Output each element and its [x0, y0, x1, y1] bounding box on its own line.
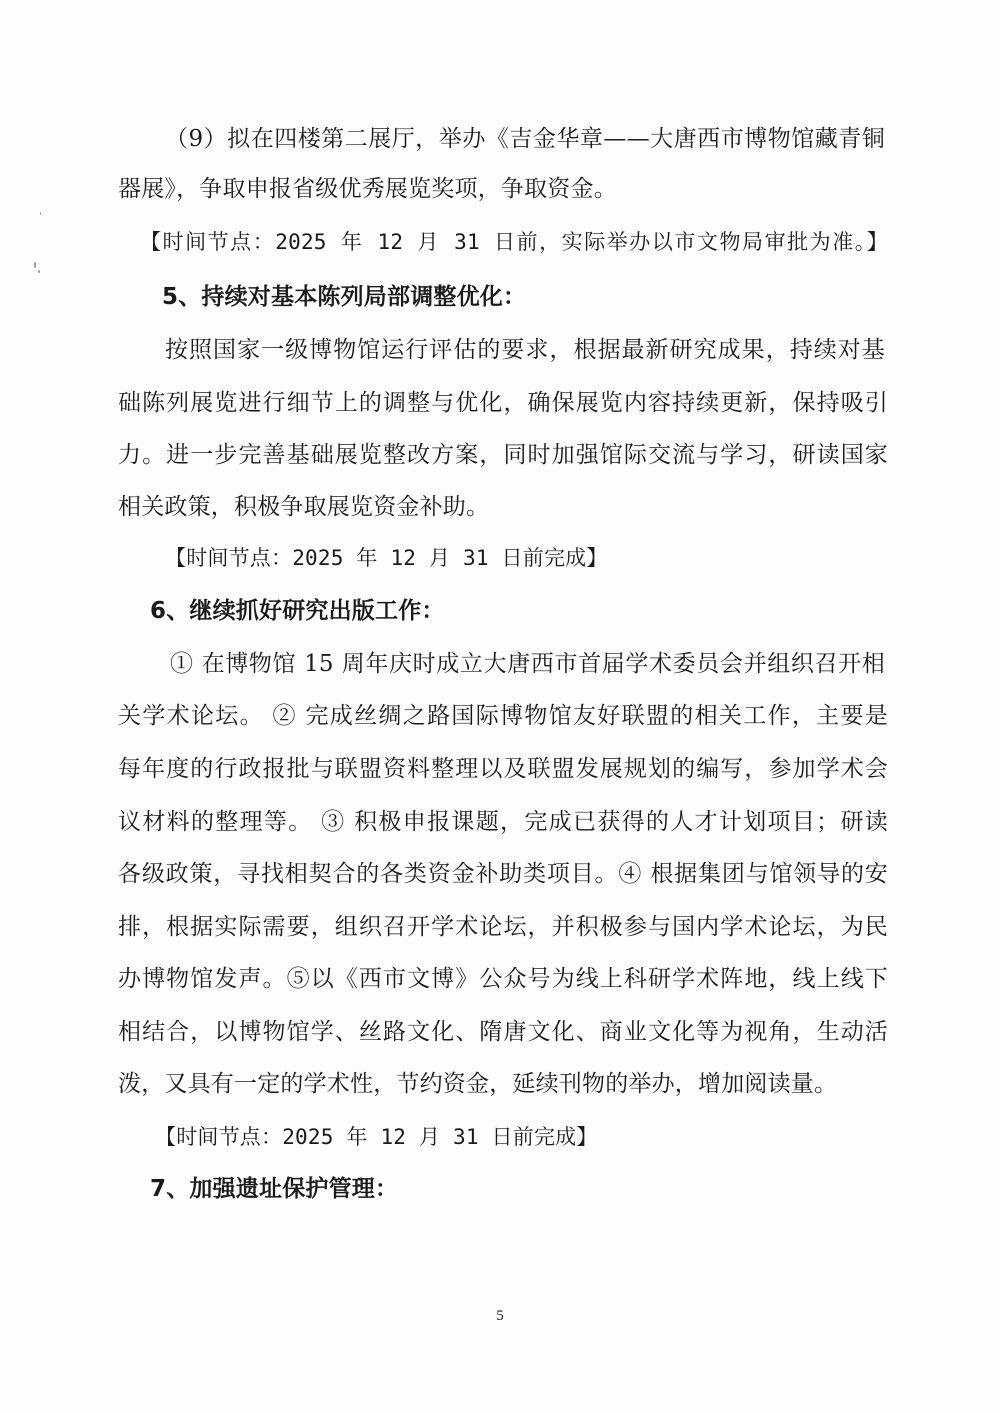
time-node-note: 【时间节点：2025 年 12 月 31 日前，实际举办以市文物局审批为准。】 [140, 230, 888, 254]
paragraph-line: 每年度的行政报批与联盟资料整理以及联盟发展规划的编写，参加学术会 [118, 756, 888, 782]
scan-speck [38, 270, 40, 273]
paragraph-line: 础陈列展览进行细节上的调整与优化，确保展览内容持续更新，保持吸引 [118, 390, 888, 416]
section-heading-6: 6、继续抓好研究出版工作： [150, 598, 445, 624]
page-number: 5 [496, 1308, 504, 1324]
paragraph-line: （9）拟在四楼第二展厅，举办《吉金华章——大唐西市博物馆藏青铜 [165, 126, 885, 152]
paragraph-line: 力。进一步完善基础展览整改方案，同时加强馆际交流与学习，研读国家 [118, 442, 888, 468]
paragraph-line: 相关政策，积极争取展览资金补助。 [118, 494, 490, 520]
paragraph-line: 议材料的整理等。 ③ 积极申报课题，完成已获得的人才计划项目；研读 [118, 809, 888, 835]
paragraph-line: 相结合，以博物馆学、丝路文化、隋唐文化、商业文化等为视角，生动活 [118, 1019, 888, 1045]
paragraph-line: ① 在博物馆 15 周年庆时成立大唐西市首届学术委员会并组织召开相 [170, 651, 885, 677]
paragraph-line: 器展》，争取申报省级优秀展览奖项，争取资金。 [118, 176, 617, 202]
paragraph-line: 关学术论坛。 ② 完成丝绸之路国际博物馆友好联盟的相关工作，主要是 [118, 703, 888, 729]
paragraph-line: 各级政策，寻找相契合的各类资金补助类项目。④ 根据集团与馆领导的安 [118, 861, 888, 887]
paragraph-line: 泼，又具有一定的学术性，节约资金，延续刊物的举办，增加阅读量。 [118, 1071, 838, 1097]
section-heading-5: 5、持续对基本陈列局部调整优化： [162, 284, 527, 310]
paragraph-line: 办博物馆发声。⑤以《西市文博》公众号为线上科研学术阵地，线上线下 [118, 966, 888, 992]
scan-speck [40, 212, 41, 215]
scan-speck [34, 262, 36, 268]
paragraph-line: 排，根据实际需要，组织召开学术论坛，并积极参与国内学术论坛，为民 [118, 914, 888, 940]
time-node-note: 【时间节点：2025 年 12 月 31 日前完成】 [155, 1125, 598, 1149]
section-heading-7: 7、加强遗址保护管理： [150, 1176, 399, 1202]
paragraph-line: 按照国家一级博物馆运行评估的要求，根据最新研究成果，持续对基 [165, 337, 885, 363]
time-node-note: 【时间节点：2025 年 12 月 31 日前完成】 [165, 546, 608, 570]
